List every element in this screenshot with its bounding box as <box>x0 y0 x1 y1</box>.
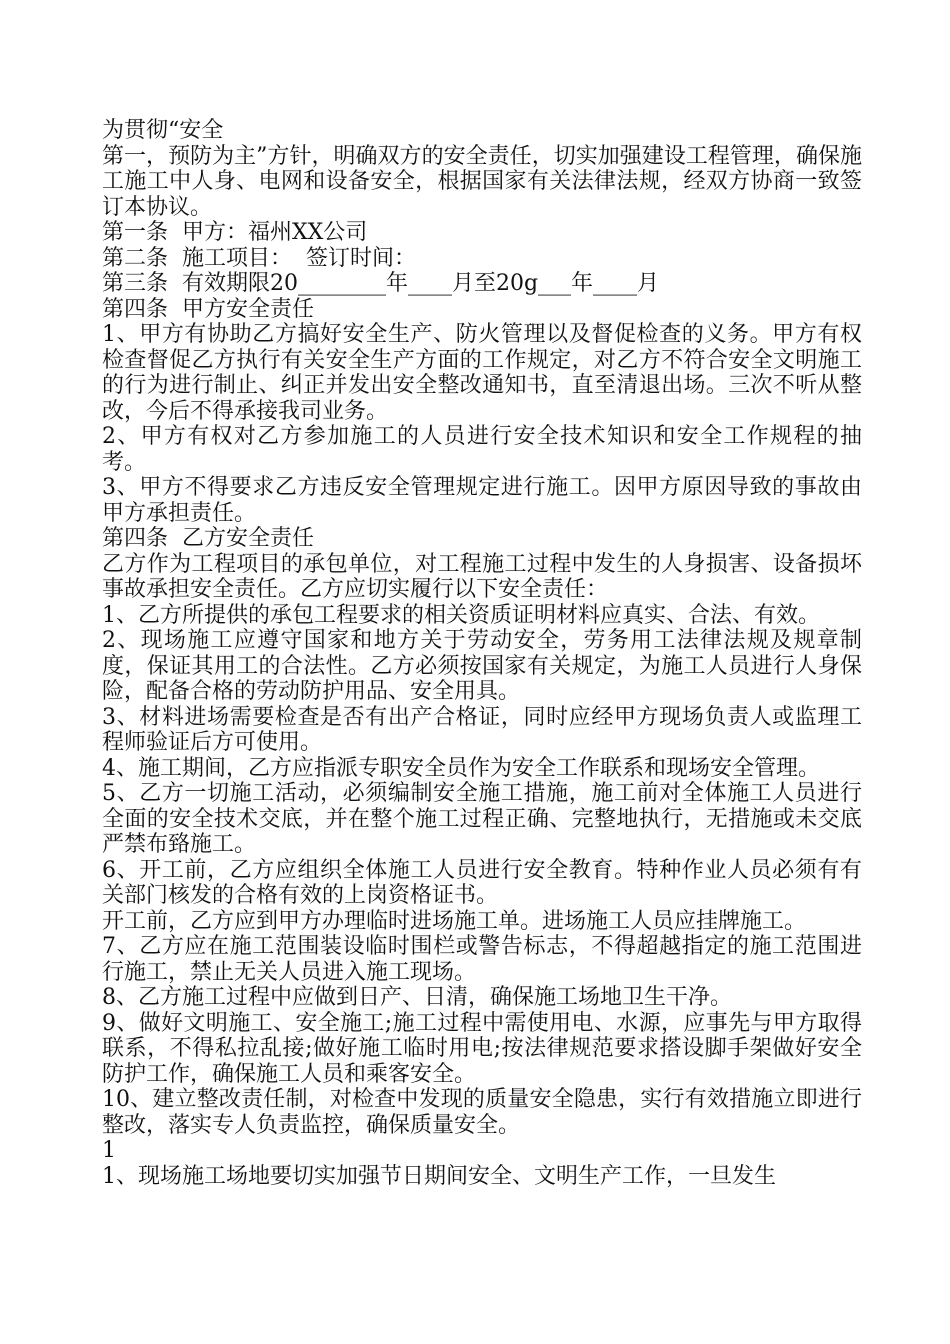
party-b-item-9: 9、做好文明施工、安全施工;施工过程中需使用电、水源，应事先与甲方取得联系，不得私拉乱接;做好施工临时用电;按法律规范要求搭设脚手架做好安全防护工作，确保施工人员和乘客安全。 <box>102 1010 862 1087</box>
party-b-item-6: 6、开工前，乙方应组织全体施工人员进行安全教育。特种作业人员必须有有关部门核发的合格有效的上岗资格证书。 <box>102 857 862 908</box>
paragraph-preamble: 第一，预防为主”方针，明确双方的安全责任，切实加强建设工程管理，确保施工施工中人身、电网和设备安全，根据国家有关法律法规，经双方协商一致签订本协议。 <box>102 143 862 220</box>
article-4-party-a-heading: 第四条 甲方安全责任 <box>102 296 314 322</box>
paragraph-intro-heading: 为贯彻“安全 <box>102 118 224 143</box>
party-b-item-8: 8、乙方施工过程中应做到日产、日清，确保施工场地卫生干净。 <box>102 985 732 1010</box>
article-1-party-a: 第一条 甲方：福州XX公司 <box>102 220 368 245</box>
article-3-validity: 第三条 有效期限20________年____月至20g___年____月 <box>102 271 660 296</box>
party-b-item-6-continued: 开工前，乙方应到甲方办理临时进场施工单。进场施工人员应挂牌施工。 <box>102 908 807 934</box>
article-2-project: 第二条 施工项目： 签订时间： <box>102 245 416 271</box>
page-number: 1 <box>102 1138 116 1163</box>
party-b-intro: 乙方作为工程项目的承包单位，对工程施工过程中发生的人身损害、设备损坏事故承担安全责任。乙方应切实履行以下安全责任： <box>102 551 862 602</box>
article-4-party-b-heading: 第四条 乙方安全责任 <box>102 526 314 551</box>
party-b-item-2: 2、现场施工应遵守国家和地方关于劳动安全，劳务用工法律法规及规章制度，保证其用工的合法性。乙方必须按国家有关规定，为施工人员进行人身保险，配备合格的劳动防护用品、安全用具。 <box>102 628 862 704</box>
party-b-item-7: 7、乙方应在施工范围装设临时围栏或警告标志，不得超越指定的施工范围进行施工，禁止无关人员进入施工现场。 <box>102 934 862 985</box>
party-b-item-10: 10、建立整改责任制，对检查中发现的质量安全隐患，实行有效措施立即进行整改，落实专人负责监控，确保质量安全。 <box>102 1087 862 1138</box>
next-section-item-1: 1、现场施工场地要切实加强节日期间安全、文明生产工作，一旦发生 <box>102 1163 776 1189</box>
party-b-item-3: 3、材料进场需要检查是否有出产合格证，同时应经甲方现场负责人或监理工程师验证后方可使用。 <box>102 704 862 755</box>
party-a-item-1: 1、甲方有协助乙方搞好安全生产、防火管理以及督促检查的义务。甲方有权检查督促乙方执行有关安全生产方面的工作规定，对乙方不符合安全文明施工的行为进行制止、纠正并发出安全整改通知书，直至清退出场。三次不听从整改，今后不得承接我司业务。 <box>102 322 862 424</box>
party-b-item-1: 1、乙方所提供的承包工程要求的相关资质证明材料应真实、合法、有效。 <box>102 602 820 628</box>
party-a-item-3: 3、甲方不得要求乙方违反安全管理规定进行施工。因甲方原因导致的事故由甲方承担责任。 <box>102 475 862 526</box>
party-b-item-5: 5、乙方一切施工活动，必须编制安全施工措施，施工前对全体施工人员进行全面的安全技术交底，并在整个施工过程正确、完整地执行，无措施或未交底严禁布臵施工。 <box>102 781 862 857</box>
party-b-item-4: 4、施工期间，乙方应指派专职安全员作为安全工作联系和现场安全管理。 <box>102 755 820 781</box>
party-a-item-2: 2、甲方有权对乙方参加施工的人员进行安全技术知识和安全工作规程的抽考。 <box>102 424 862 475</box>
document-body <box>102 118 862 1189</box>
